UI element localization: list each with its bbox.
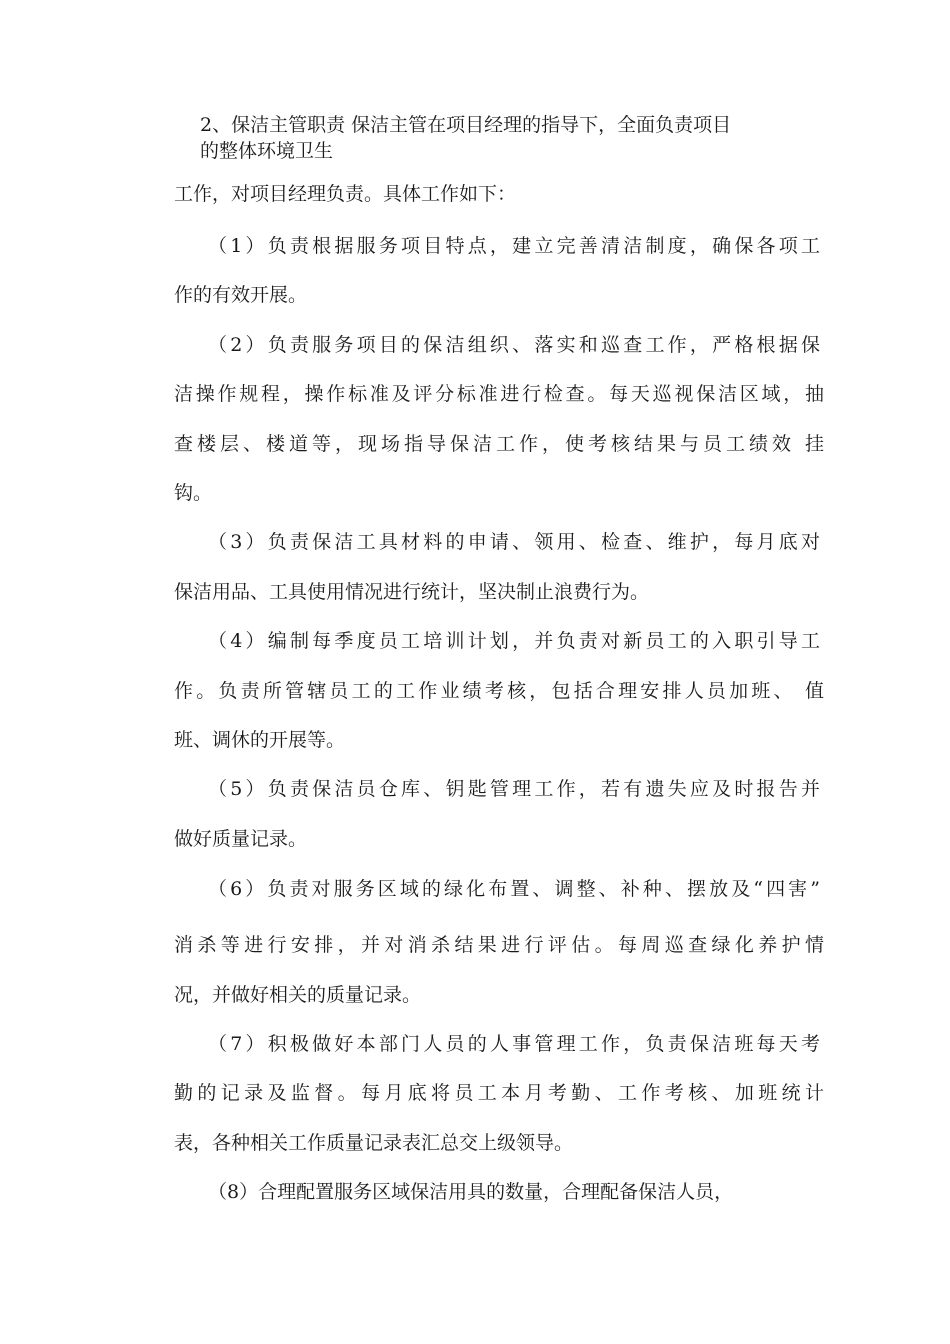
paragraph-5-line: （5）负责保洁员仓库、钥匙管理工作，若有遗失应及时报告并 bbox=[208, 778, 820, 800]
paragraph-4-line: 作。负责所管辖员工的工作业绩考核，包括合理安排人员加班、 值 bbox=[174, 680, 824, 702]
paragraph-2-line: （2）负责服务项目的保洁组织、落实和巡查工作，严格根据保 bbox=[208, 334, 820, 356]
paragraph-1-line: （1）负责根据服务项目特点，建立完善清洁制度，确保各项工 bbox=[208, 235, 820, 257]
paragraph-1-line: 作的有效开展。 bbox=[174, 284, 308, 306]
paragraph-3-line: （3）负责保洁工具材料的申请、领用、检查、维护，每月底对 bbox=[208, 531, 820, 553]
paragraph-5-line: 做好质量记录。 bbox=[174, 828, 308, 850]
section-heading-line-1: 2、保洁主管职责 保洁主管在项目经理的指导下，全面负责项目 bbox=[200, 114, 732, 136]
paragraph-2-line: 钩。 bbox=[174, 482, 213, 504]
paragraph-3-line: 保洁用品、工具使用情况进行统计，坚决制止浪费行为。 bbox=[174, 581, 650, 603]
section-heading-line-2: 的整体环境卫生 bbox=[200, 140, 334, 162]
paragraph-8-line: （8）合理配置服务区域保洁用具的数量，合理配备保洁人员， bbox=[208, 1181, 734, 1203]
paragraph-6-line: （6）负责对服务区域的绿化布置、调整、补种、摆放及“四害” bbox=[208, 878, 820, 900]
paragraph-2-line: 查楼层、楼道等，现场指导保洁工作，使考核结果与员工绩效 挂 bbox=[174, 433, 824, 455]
paragraph-2-line: 洁操作规程，操作标准及评分标准进行检查。每天巡视保洁区域，抽 bbox=[174, 383, 824, 405]
paragraph-7-line: （7）积极做好本部门人员的人事管理工作，负责保洁班每天考 bbox=[208, 1033, 820, 1055]
paragraph-6-line: 消杀等进行安排，并对消杀结果进行评估。每周巡查绿化养护情 bbox=[174, 934, 824, 956]
paragraph-6-line: 况，并做好相关的质量记录。 bbox=[174, 984, 422, 1006]
paragraph-4-line: 班、调休的开展等。 bbox=[174, 729, 346, 751]
paragraph-4-line: （4）编制每季度员工培训计划，并负责对新员工的入职引导工 bbox=[208, 630, 820, 652]
paragraph-7-line: 勤的记录及监督。每月底将员工本月考勤、工作考核、加班统计 bbox=[174, 1082, 824, 1104]
paragraph-7-line: 表，各种相关工作质量记录表汇总交上级领导。 bbox=[174, 1132, 574, 1154]
section-heading bbox=[200, 112, 810, 164]
body-line: 工作，对项目经理负责。具体工作如下： bbox=[174, 183, 517, 205]
